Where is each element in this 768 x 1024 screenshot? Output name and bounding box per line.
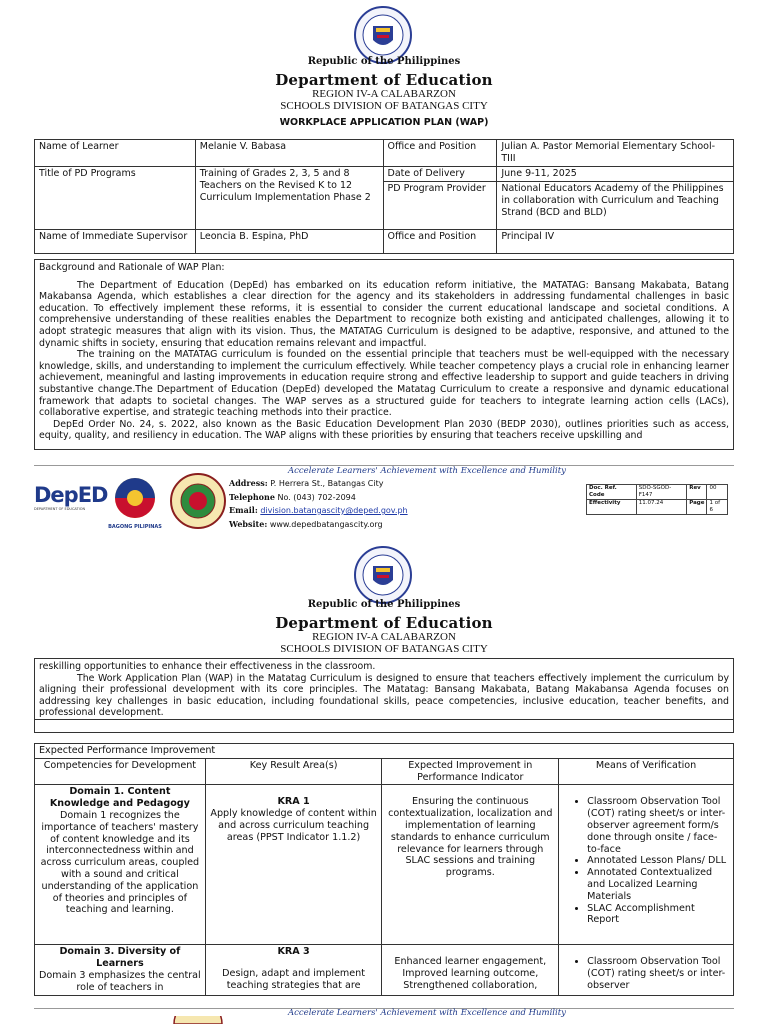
mov-1-item: • Annotated Contextualized and Localized Learning Materials: [587, 867, 729, 902]
performance-title: Expected Performance Improvement: [35, 744, 734, 759]
improvement-1-cell: [382, 785, 559, 945]
name-label: Name of Learner: [35, 140, 196, 167]
supervisor-office-label: Office and Position: [383, 230, 497, 254]
header-kra: Key Result Area(s): [205, 758, 382, 785]
rev-value: 00: [707, 485, 728, 500]
deped-logo-subtext: DEPARTMENT OF EDUCATION: [34, 507, 86, 511]
pd-title-value: Training of Grades 2, 3, 5 and 8 Teachers on the Revised K to 12 Curriculum Implementation Phase 2: [195, 167, 383, 230]
mov-1-item: • Annotated Lesson Plans/ DLL: [587, 855, 729, 867]
mov-1-cell: [559, 785, 734, 945]
mov-1-item: • SLAC Accomplishment Report: [587, 903, 729, 927]
domain-3-title: Domain 3. Diversity of Learners: [59, 946, 181, 970]
domain-3-text: Domain 3 emphasizes the central role of teachers in: [39, 969, 201, 993]
header-verification: Means of Verification: [559, 758, 734, 785]
continuation-text: reskilling opportunities to enhance their effectiveness in the classroom.: [39, 661, 376, 672]
learner-info-table: [34, 139, 734, 254]
doc-ref-label: Doc. Ref. Code: [587, 485, 637, 500]
mov-3-cell: [559, 945, 734, 995]
domain-1-cell: [35, 785, 206, 945]
address-value: P. Herrera St., Batangas City: [270, 479, 384, 488]
page-value: 1 of 6: [707, 500, 728, 515]
kra-3-text: Design, adapt and implement teaching strategies that are: [222, 968, 366, 991]
office-label: Office and Position: [383, 140, 497, 167]
mov-1-list: [563, 796, 729, 926]
domain-3-cell: [35, 945, 206, 995]
deped-logo: [34, 483, 108, 519]
kra-1-cell: [205, 785, 382, 945]
effectivity-label: Effectivity: [587, 500, 637, 515]
deped-seal-icon-page2: [354, 546, 412, 604]
email-link[interactable]: division.batangascity@deped.gov.ph: [260, 506, 408, 515]
department-name: Department of Education: [275, 71, 493, 89]
rev-label: Rev: [687, 485, 707, 500]
provider-value: National Educators Academy of the Philippines in collaboration with Curriculum and Teaching Strand (BCD and BLD): [497, 182, 734, 230]
document-title: WORKPLACE APPLICATION PLAN (WAP): [279, 117, 489, 128]
republic-line-page2: Republic of the Philippines: [307, 599, 461, 610]
region-line: REGION IV-A CALABARZON: [312, 88, 456, 100]
background-paragraph-3: DepEd Order No. 24, s. 2022, also known as the Basic Education Development Plan 2030 (BEDP 2030), outlines priorities such as access, equity, quality, and resiliency in education. The WAP aligns with these priorities by ensuring that teachers receive upskilling and: [39, 418, 729, 442]
background-continuation: [34, 658, 734, 733]
domain-1-text: Domain 1 recognizes the importance of teachers' mastery of content knowledge and its interconnectedness within and across curriculum areas, coupled with a sound and critical understanding of the application of theories and principles of teaching and learning.: [40, 809, 200, 916]
footer-tagline: Accelerate Learners' Achievement with Excellence and Humility: [288, 466, 566, 476]
bagong-pilipinas-text: BAGONG PILIPINAS: [108, 524, 162, 530]
footer-contact: [229, 477, 469, 531]
department-name-page2: Department of Education: [275, 614, 493, 632]
kra-1-text: Apply knowledge of content within and across curriculum teaching areas (PPST Indicator 1.1.2): [210, 808, 377, 843]
supervisor-office-value: Principal IV: [497, 230, 734, 254]
header-improvement: Expected Improvement in Performance Indicator: [382, 758, 559, 785]
background-heading: Background and Rationale of WAP Plan:: [39, 262, 225, 273]
mov-3-list: [563, 956, 729, 991]
background-paragraph-4: The Work Application Plan (WAP) in the Matatag Curriculum is designed to ensure that teachers effectively implement the curriculum by aligning their professional development with its core principles. The Matatag: Bansang Makabata, Batang Makabansa Agenda focuses on addressing key challenges in basic education, including foundational skills, peace competencies, inclusive education, teacher benefits, and professional development.: [39, 672, 729, 719]
email-label: Email:: [229, 505, 258, 515]
phone-value: No. (043) 702-2094: [277, 492, 356, 502]
website-value: www.depedbatangascity.org: [269, 519, 383, 529]
date-value: June 9-11, 2025: [497, 167, 734, 182]
date-label: Date of Delivery: [383, 167, 497, 182]
office-value: Julian A. Pastor Memorial Elementary School- TIII: [497, 140, 734, 167]
division-line-page2: SCHOOLS DIVISION OF BATANGAS CITY: [280, 643, 488, 655]
republic-line: Republic of the Philippines: [307, 56, 461, 67]
bagong-pilipinas-logo: [106, 472, 164, 532]
division-seal-icon: [170, 473, 226, 529]
kra-3-cell: [205, 945, 382, 995]
website-label: Website:: [229, 518, 268, 529]
region-line-page2: REGION IV-A CALABARZON: [312, 631, 456, 643]
kra-3-title: KRA 3: [277, 946, 310, 958]
provider-label: PD Program Provider: [383, 182, 497, 230]
kra-1-title: KRA 1: [277, 796, 310, 808]
background-paragraph-1: The Department of Education (DepEd) has embarked on its education reform initiative, the MATATAG: Bansang Makabata, Batang Makabansa Agenda, which establishes a clear direction for the agency and its stakeholders in addressing fundamental challenges in basic education. To effectively implement these reforms, it is essential to consider the current educational landscape and societal conditions. A comprehensive understanding of these realities enables the Department to recognize both existing and anticipated challenges, allowing it to adopt strategic measures that align with its vision. Thus, the MATATAG Curriculum is designed to be adaptive, responsive, and attuned to the dynamic shifts in society, ensuring that education remains relevant and impactful.: [39, 279, 729, 349]
division-seal-icon-page2: [172, 1016, 224, 1024]
pd-title-label: Title of PD Programs: [35, 167, 196, 230]
phone-label: Telephone: [229, 491, 275, 502]
page-label: Page: [687, 500, 707, 515]
doc-ref-value: SDO-SGOD-F147: [636, 485, 686, 500]
name-value: Melanie V. Babasa: [195, 140, 383, 167]
improvement-3-cell: [382, 945, 559, 995]
division-line: SCHOOLS DIVISION OF BATANGAS CITY: [280, 100, 488, 112]
background-section: [34, 259, 734, 450]
mov-1-item: • Classroom Observation Tool (COT) rating sheet/s or inter-observer agreement form/s done through onsite / face-to-face: [587, 796, 729, 855]
supervisor-value: Leoncia B. Espina, PhD: [195, 230, 383, 254]
footer-tagline-page2: Accelerate Learners' Achievement with Excellence and Humility: [288, 1008, 566, 1018]
improvement-1-text: Ensuring the continuous contextualization, localization and implementation of learning standards to enhance curriculum relevance for learners through SLAC sessions and training programs.: [388, 796, 553, 879]
background-paragraph-2: The training on the MATATAG curriculum is founded on the essential principle that teachers must be well-equipped with the necessary knowledge, skills, and understanding to implement the curriculum effectively. While teacher competency plays a crucial role in enhancing learner achievement, meaningful and lasting improvements in education require strong and effective leadership to support and guide teachers in driving substantive change.The Department of Education (DepEd) developed the Matatag Curriculum to create a responsive and dynamic educational framework that adapts to societal changes. The WAP serves as a structured guide for teachers to integrate learning action cells (LACs), collaborative expertise, and strategic teaching methods into their practice.: [39, 349, 729, 419]
domain-1-title: Domain 1. Content Knowledge and Pedagogy: [49, 786, 190, 810]
improvement-3-text: Enhanced learner engagement, Improved learning outcome, Strengthened collaboration,: [394, 956, 547, 991]
performance-table: [34, 743, 734, 996]
bagong-pilipinas-icon: [106, 472, 164, 520]
deped-logo-text: DepED: [34, 483, 108, 507]
mov-3-item: • Classroom Observation Tool (COT) rating sheet/s or inter-observer: [587, 956, 729, 991]
effectivity-value: 11.07.24: [636, 500, 686, 515]
doc-ref-table: [586, 484, 728, 515]
supervisor-label: Name of Immediate Supervisor: [35, 230, 196, 254]
address-label: Address:: [229, 478, 268, 488]
continuation-divider: [34, 719, 734, 720]
header-competencies: Competencies for Development: [35, 758, 206, 785]
